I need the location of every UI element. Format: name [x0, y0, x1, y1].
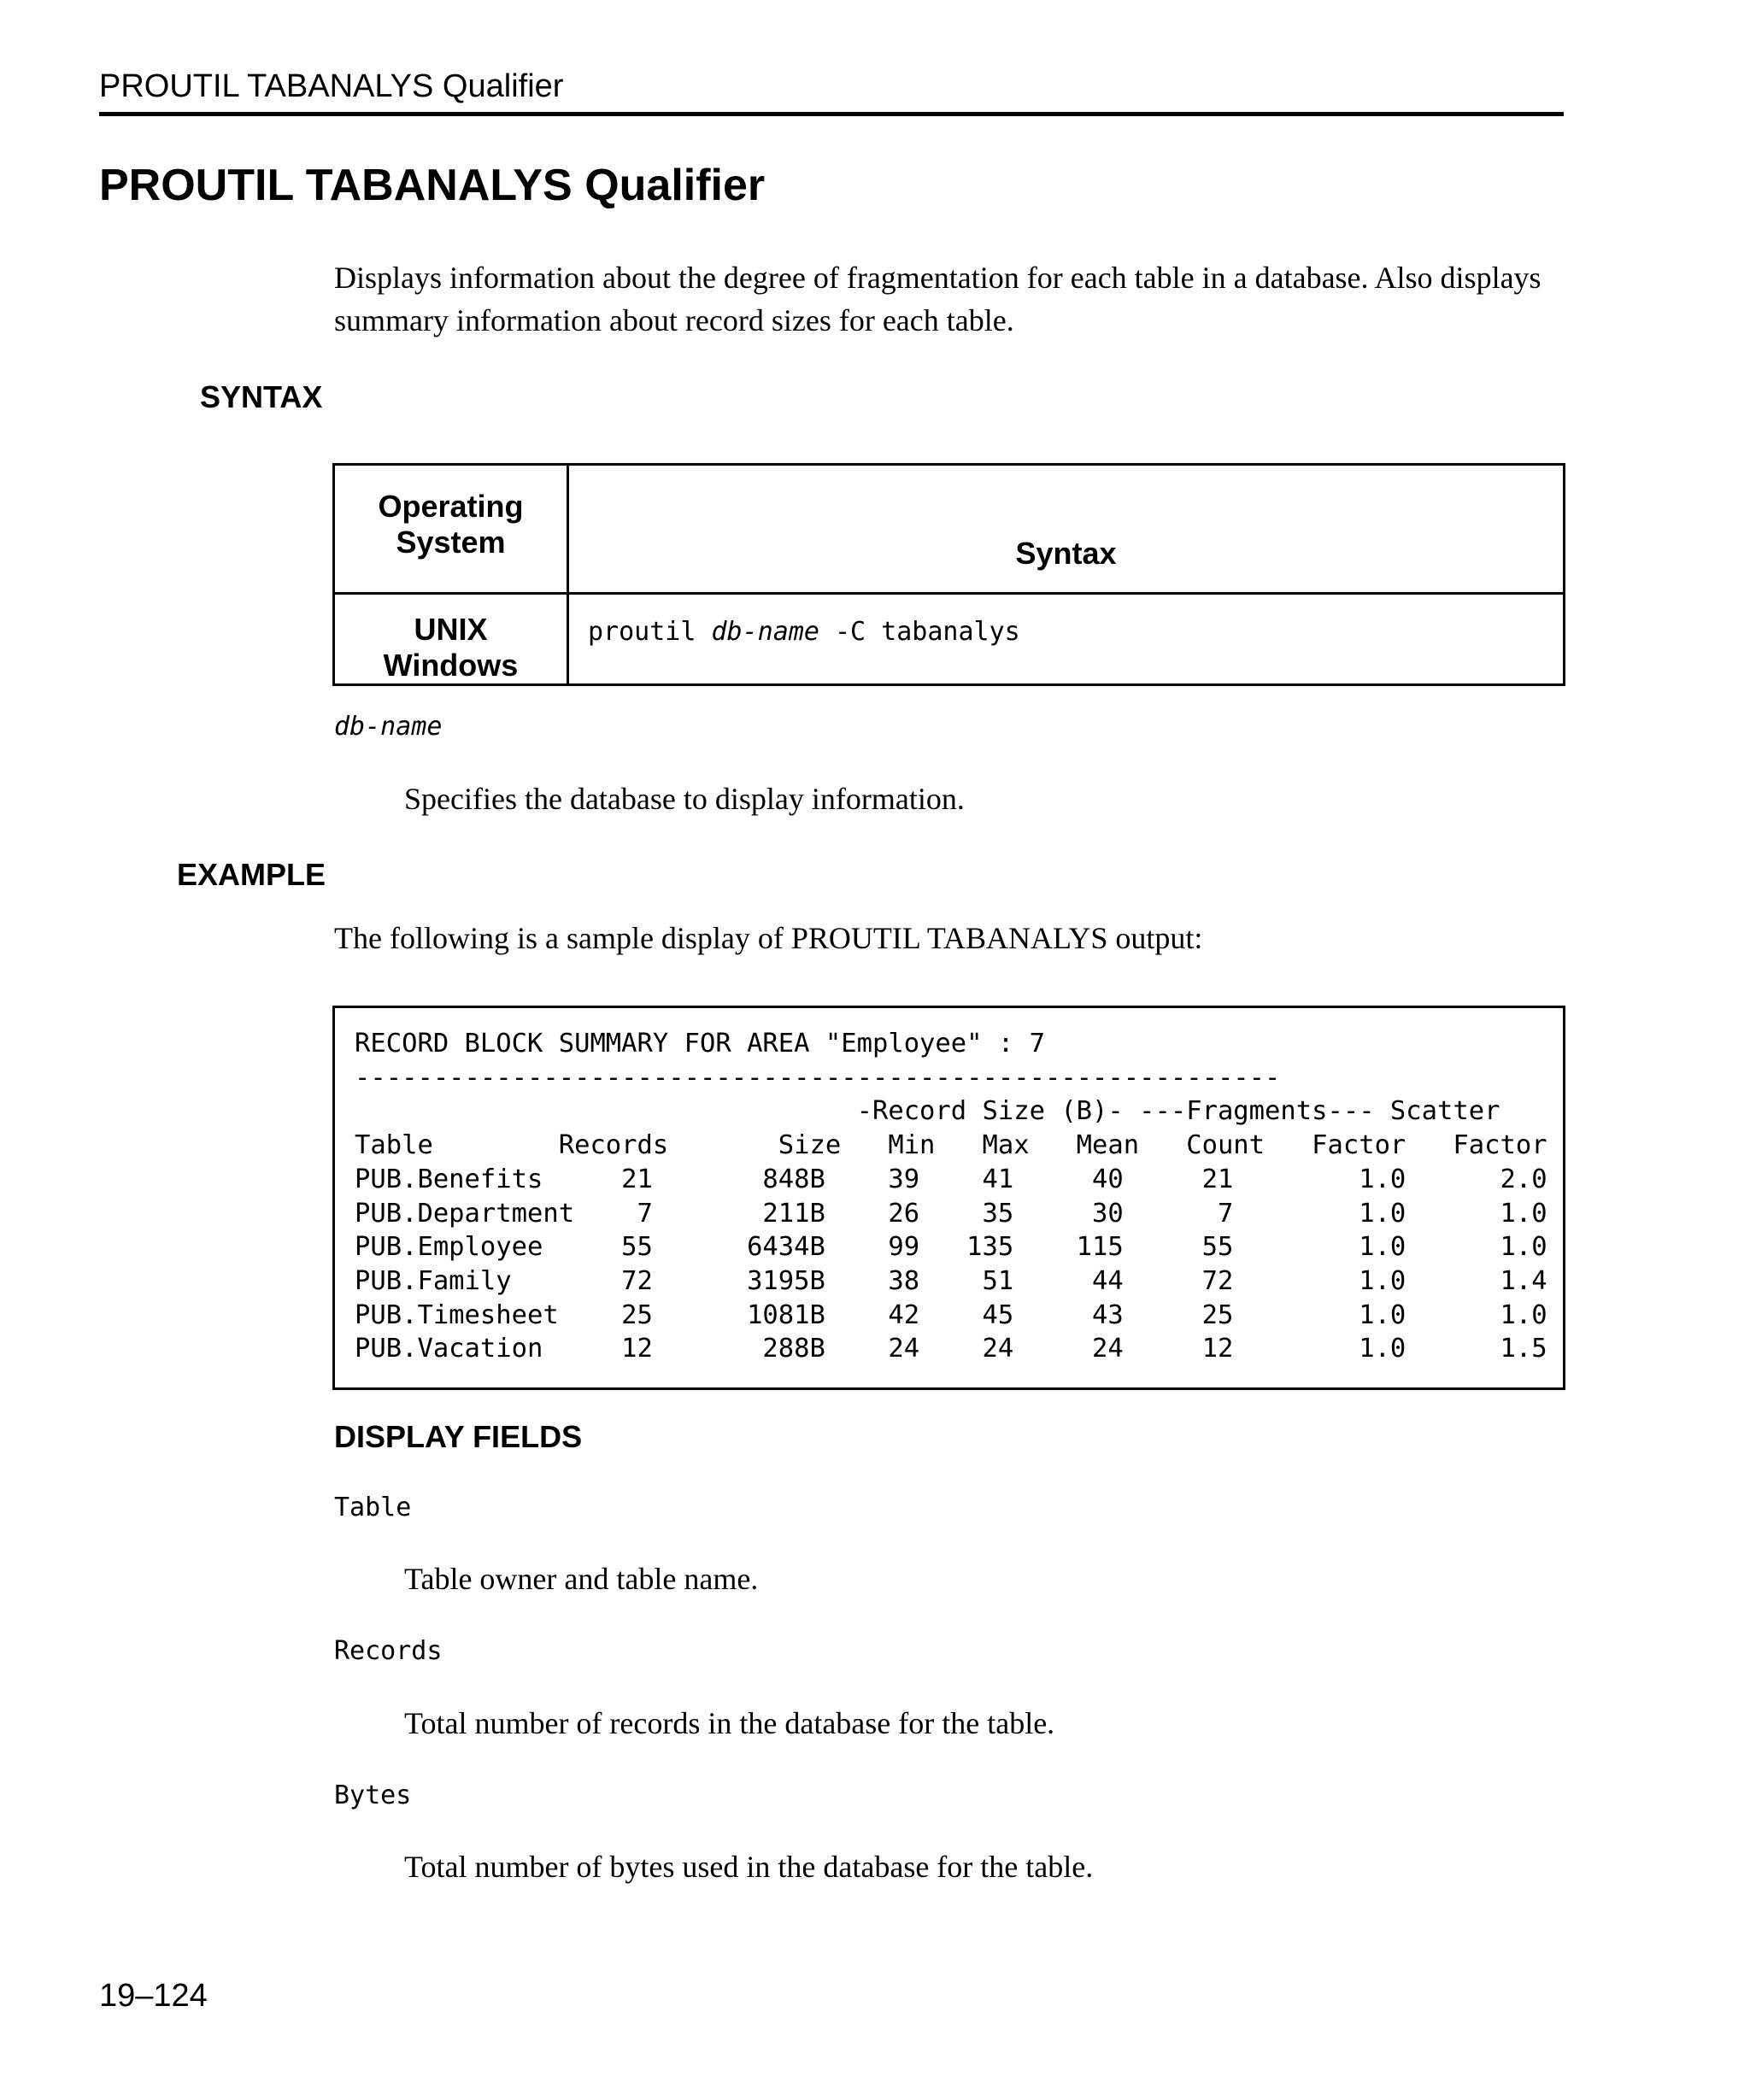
param-term-db-name: db-name [334, 712, 443, 742]
field-term-bytes: Bytes [334, 1780, 412, 1810]
sample-output-box [332, 1006, 1565, 1390]
syntax-command-cell [568, 594, 1565, 685]
syntax-table-row [334, 594, 1565, 685]
display-fields-heading: DISPLAY FIELDS [334, 1419, 583, 1454]
sample-output-text: RECORD BLOCK SUMMARY FOR AREA "Employee" : 7 ----------------------------------------------------------- -Record Size (B)- ---Fragments--- Scatter Table Records Size Min Max Mean Count Factor Factor PUB.Benefits 21 848B 39 41 40 21 1.0 2.0 PUB.Department 7 211B 26 35 30 7 1.0 1.0 PUB.Employee 55 6434B 99 135 115 55 1.0 1.0 PUB.Family 72 3195B 38 51 44 72 1.0 1.4 PUB.Timesheet 25 1081B 42 45 43 25 1.0 1.0 PUB.Vacation 12 288B 24 24 24 12 1.0 1.5 [355, 1029, 1547, 1364]
field-description-table: Table owner and table name. [404, 1562, 759, 1596]
page-title: PROUTIL TABANALYS Qualifier [99, 161, 766, 210]
command-argument: db-name [711, 617, 819, 647]
running-header: PROUTIL TABANALYS Qualifier [99, 68, 564, 104]
header-rule [99, 112, 1564, 116]
intro-paragraph: Displays information about the degree of fragmentation for each table in a database. Also displays summary information about record sizes for each table. [334, 261, 1542, 337]
os-unix: UNIX [414, 612, 488, 647]
field-description-records: Total number of records in the database for the table. [404, 1706, 1055, 1740]
example-heading: EXAMPLE [177, 857, 326, 892]
syntax-heading: SYNTAX [200, 379, 323, 414]
command-prefix: proutil [588, 617, 712, 647]
page-number: 19–124 [99, 1978, 208, 2014]
command-suffix: -C tabanalys [819, 617, 1020, 647]
field-description-bytes: Total number of bytes used in the database for the table. [404, 1850, 1094, 1884]
syntax-table-header-row [334, 465, 1565, 594]
param-description-db-name: Specifies the database to display information. [404, 782, 965, 816]
field-term-table: Table [334, 1493, 412, 1522]
example-intro: The following is a sample display of PROUTIL TABANALYS output: [334, 921, 1203, 955]
syntax-table-header-syntax: Syntax [568, 465, 1565, 594]
syntax-table-header-os: Operating System [334, 465, 568, 594]
os-windows: Windows [383, 648, 519, 683]
field-term-records: Records [334, 1636, 443, 1666]
syntax-table [332, 463, 1565, 686]
syntax-os-cell [334, 594, 568, 685]
